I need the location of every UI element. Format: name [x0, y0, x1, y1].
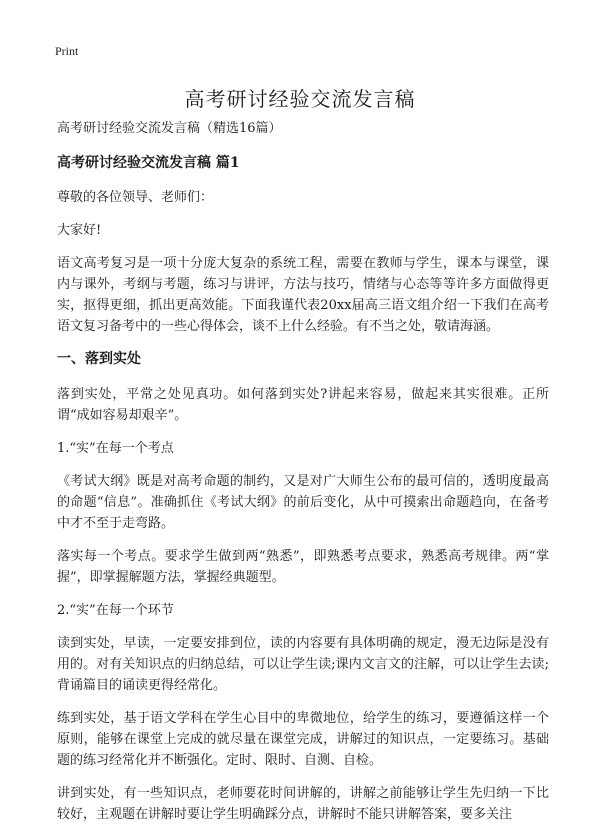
body-paragraph: 练到实处，基于语文学科在学生心目中的卑微地位，给学生的练习，要遵循这样一个原则，能够在课堂上完成的就尽量在课堂完成，讲解过的知识点，一定要练习。基础题的练习经常化并不断强化。定时、限时、自测、自检。 — [57, 711, 549, 768]
salutation: 尊敬的各位领导、老师们： — [57, 190, 214, 205]
section-intro: 落到实处，平常之处见真功。如何落到实处?讲起来容易，做起来其实很难。正所谓“成如容易却艰辛”。 — [57, 387, 549, 423]
body-paragraph: 落实每一个考点。要求学生做到两“熟悉”，即熟悉考点要求，熟悉高考规律。两“掌握”，即掌握解题方法，掌握经典题型。 — [57, 549, 549, 585]
body-paragraph: 《考试大纲》既是对高考命题的制约，又是对广大师生公布的最可信的，透明度最高的命题“信息”。准确抓住《考试大纲》的前后变化，从中可摸索出命题趋向，在备考中才不至于走弯路。 — [57, 474, 549, 531]
intro-paragraph: 语文高考复习是一项十分庞大复杂的系统工程，需要在教师与学生，课本与课堂，课内与课外，考纲与考题，练习与讲评，方法与技巧，情绪与心态等等许多方面做得更实，抠得更细，抓出更高效能。下面我谨代表20xx届高三语文组介绍一下我们在高考语文复习备考中的一些心得体会，谈不上什么经验。有不当之处，敬请海涵。 — [57, 256, 549, 334]
article-heading: 高考研讨经验交流发言稿 篇1 — [57, 155, 240, 171]
subsection-heading: 1.“实”在每一个考点 — [57, 441, 174, 456]
body-paragraph: 讲到实处，有一些知识点，老师要花时间讲解的，讲解之前能够让学生先归纳一下比较好，主观题在讲解时要让学生明确踩分点，讲解时不能只讲解答案，要多关注 — [57, 786, 549, 822]
print-link[interactable]: Print — [55, 44, 79, 58]
greeting: 大家好! — [57, 223, 102, 238]
document-body — [57, 118, 549, 837]
subsection-heading: 2.“实”在每一个环节 — [57, 603, 174, 618]
document-subtitle: 高考研讨经验交流发言稿（精选16篇） — [57, 121, 282, 136]
section-heading: 一、落到实处 — [57, 351, 141, 367]
body-paragraph: 读到实处，早读，一定要安排到位，读的内容要有具体明确的规定，漫无边际是没有用的。对有关知识点的归纳总结，可以让学生读;课内文言文的注解，可以让学生去读;背诵篇目的诵读更得经常化。 — [57, 636, 549, 693]
document-title: 高考研讨经验交流发言稿 — [184, 87, 416, 111]
